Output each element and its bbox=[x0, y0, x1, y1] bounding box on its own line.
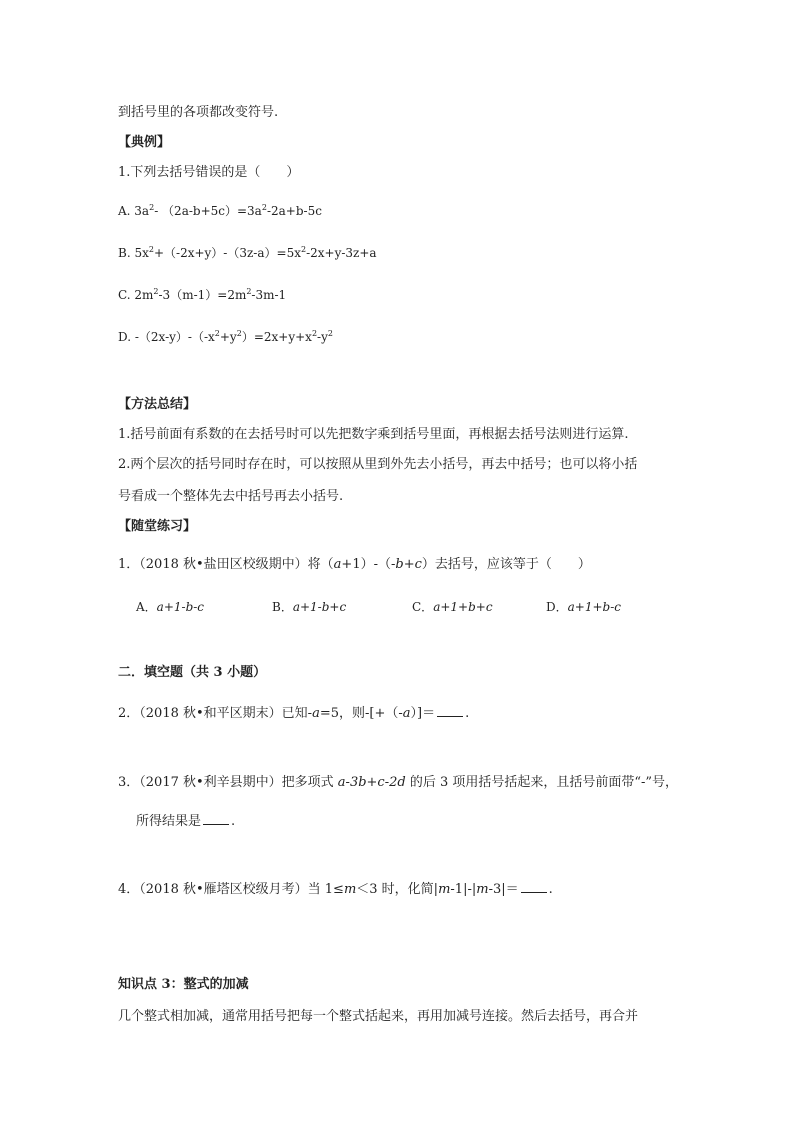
option-label: A． bbox=[136, 600, 157, 614]
answer-blank[interactable] bbox=[437, 704, 463, 717]
variable: b bbox=[395, 557, 404, 572]
variable: m bbox=[343, 882, 357, 897]
variable: m bbox=[438, 882, 451, 897]
text-part: +1）-（- bbox=[341, 557, 396, 572]
method-line-1: 1.括号前面有系数的在去括号时可以先把数字乘到括号里面，再根据去括号法则进行运算. bbox=[118, 427, 629, 442]
text-part: . bbox=[548, 882, 553, 897]
option-label: B． bbox=[272, 600, 293, 614]
text-part: 3．（2017 秋•利辛县期中）把多项式 bbox=[118, 775, 338, 790]
option-d bbox=[118, 328, 333, 346]
text-part: 4．（2018 秋•雁塔区校级月考）当 1≤ bbox=[118, 882, 344, 897]
exponent: 2 bbox=[246, 287, 252, 296]
option-c bbox=[118, 286, 286, 304]
text-part: -3|＝ bbox=[488, 882, 519, 897]
practice-option-b bbox=[272, 598, 346, 616]
expr-part: +y bbox=[219, 330, 237, 344]
method-line-2: 2.两个层次的括号同时存在时，可以按照从里到外先去小括号，再去中括号；也可以将小括 bbox=[118, 457, 638, 472]
exponent: 2 bbox=[153, 287, 159, 296]
expr-part: -3（m-1）=2m bbox=[158, 288, 247, 302]
expr-part: -2a+b-5c bbox=[266, 204, 322, 218]
exponent: 2 bbox=[300, 245, 307, 254]
text-part: 的后 3 项用括号括起来，且括号前面带“-”号， bbox=[405, 775, 679, 790]
text-part: ）]＝ bbox=[410, 706, 436, 721]
practice-option-d bbox=[546, 598, 621, 616]
section-heading-example: 【典例】 bbox=[118, 135, 171, 150]
exponent: 2 bbox=[149, 203, 155, 212]
exponent: 2 bbox=[236, 329, 242, 338]
text-part: 所得结果是 bbox=[136, 814, 202, 829]
question-stem: 1.下列去括号错误的是（ ） bbox=[118, 165, 300, 180]
exponent: 2 bbox=[214, 329, 220, 338]
option-expr: a+1-b+c bbox=[292, 600, 347, 614]
fill-question-2 bbox=[118, 704, 469, 723]
option-expr: a+1-b-c bbox=[156, 600, 205, 614]
text-part: ）去括号，应该等于（ ） bbox=[421, 557, 591, 572]
expr-part: D. -（2x-y）-（-x bbox=[118, 330, 215, 344]
option-a bbox=[118, 202, 322, 220]
variable: a bbox=[402, 706, 411, 721]
option-label: C． bbox=[412, 600, 434, 614]
text-part: 2．（2018 秋•和平区期末）已知- bbox=[118, 706, 313, 721]
text-part: + bbox=[403, 557, 415, 572]
practice-question-1 bbox=[118, 556, 591, 574]
polynomial: a-3b+c-2d bbox=[337, 775, 406, 790]
exponent: 2 bbox=[311, 329, 318, 338]
practice-option-a bbox=[136, 598, 204, 616]
text-part: ＜3 时，化简| bbox=[356, 882, 439, 897]
expr-part: C. 2m bbox=[118, 288, 154, 302]
expr-part: -2x+y-3z+a bbox=[306, 246, 377, 260]
fill-question-4 bbox=[118, 880, 553, 899]
expr-part: A. 3a bbox=[118, 204, 150, 218]
expr-part: -3m-1 bbox=[251, 288, 287, 302]
section-heading-method: 【方法总结】 bbox=[118, 397, 197, 412]
answer-blank[interactable] bbox=[521, 880, 547, 893]
exponent: 2 bbox=[327, 329, 333, 338]
method-line-3: 号看成一个整体先去中括号再去小括号. bbox=[118, 489, 344, 504]
option-b bbox=[118, 244, 377, 262]
option-expr: a+1+b-c bbox=[567, 600, 621, 614]
expr-part: B. 5x bbox=[118, 246, 149, 260]
variable: a bbox=[312, 706, 320, 721]
section-heading-fill-blank: 二．填空题（共 3 小题） bbox=[118, 665, 267, 680]
section-heading-practice: 【随堂练习】 bbox=[118, 519, 197, 534]
option-expr: a+1+b+c bbox=[433, 600, 493, 614]
expr-part: - （2a-b+5c）=3a bbox=[154, 204, 262, 218]
exponent: 2 bbox=[148, 245, 154, 254]
expr-part: -y bbox=[317, 330, 328, 344]
text-part: . bbox=[231, 814, 236, 829]
fill-question-3-cont bbox=[136, 812, 235, 831]
practice-option-c bbox=[412, 598, 493, 616]
variable: m bbox=[476, 882, 489, 897]
answer-blank[interactable] bbox=[203, 812, 229, 825]
expr-part: ）=2x+y+x bbox=[241, 330, 312, 344]
variable: c bbox=[414, 557, 422, 572]
text-part: -1|-| bbox=[450, 882, 477, 897]
text-part: . bbox=[465, 706, 470, 721]
knowledge-point-3-title: 知识点 3：整式的加减 bbox=[118, 977, 249, 992]
expr-part: +（-2x+y）-（3z-a）=5x bbox=[153, 246, 301, 260]
text-part: =5，则-[+（- bbox=[319, 706, 403, 721]
fill-question-3 bbox=[118, 774, 678, 792]
knowledge-point-3-text: 几个整式相加减，通常用括号把每一个整式括起来，再用加减号连接。然后去括号，再合并 bbox=[118, 1009, 639, 1024]
text-line: 到括号里的各项都改变符号. bbox=[118, 105, 279, 120]
option-label: D． bbox=[546, 600, 568, 614]
exponent: 2 bbox=[261, 203, 267, 212]
variable: a bbox=[333, 557, 342, 572]
text-part: 1．（2018 秋•盐田区校级期中）将（ bbox=[118, 557, 334, 572]
